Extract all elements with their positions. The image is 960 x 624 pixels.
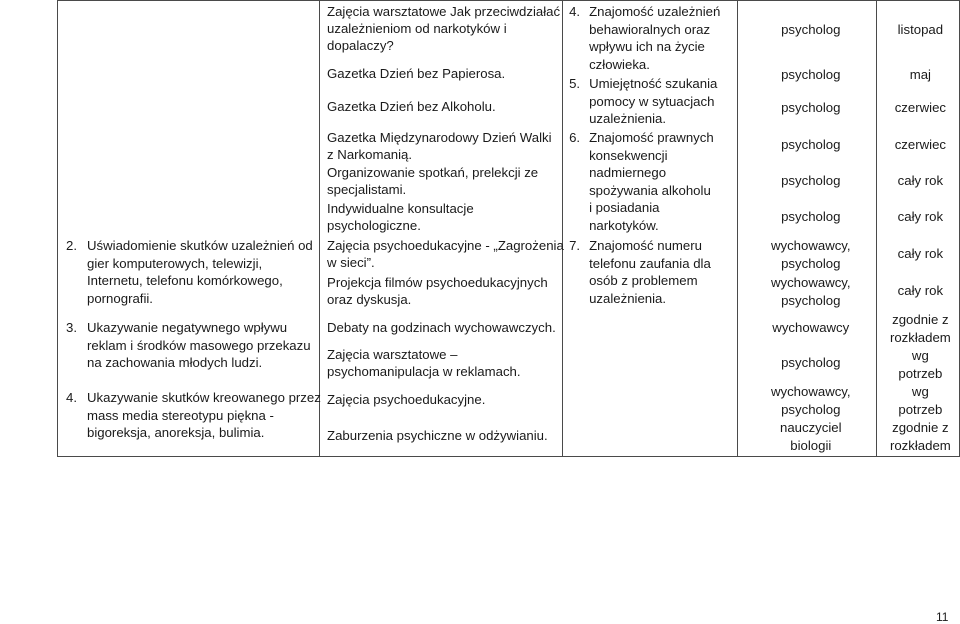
deadline-list [877,1,959,456]
responsible-text-line: wychowawcy, [770,384,851,399]
outcome-number: 4. [569,4,581,19]
deadline-text-line: cały rok [897,246,944,261]
deadline-text-line: potrzeb [898,365,943,381]
outcome-text-line: wpływu ich na życie [589,39,705,54]
activity-text-line: psychologiczne. [327,218,421,233]
responsible-text-line: psycholog [781,22,841,37]
activities-cell [320,1,563,457]
goal-text-line: gier komputerowych, telewizji, [87,255,263,271]
outcome-text-line: Znajomość uzależnień [589,4,721,19]
goal-number: 3. [66,320,77,335]
outcome-text-line: Znajomość numeru [589,238,702,253]
outcome-text-line: behawioralnych oraz [589,21,711,37]
activity-text-line: psychomanipulacja w reklamach. [327,364,521,379]
activity-text-line: Organizowanie spotkań, prelekcji ze [327,165,539,180]
activity-text-line: Zajęcia psychoedukacyjne. [327,392,486,407]
goal-text-line: Ukazywanie skutków kreowanego przez [87,390,321,405]
deadline-text-line: maj [909,67,931,82]
deadline-text-line: wg [911,348,929,363]
responsible-text-line: psycholog [781,173,841,188]
deadline-text-line: cały rok [897,283,944,298]
responsible-text-line: wychowawcy, [770,238,851,253]
outcome-text-line: nadmiernego [589,165,667,180]
responsible-list [738,1,877,456]
goal-number: 4. [66,390,77,405]
activity-text-line: Zajęcia warsztatowe – [327,347,458,362]
activity-text-line: Debaty na godzinach wychowawczych. [327,320,556,335]
goal-text-line: na zachowania młodych ludzi. [87,355,263,370]
goal-text-line: pornografii. [87,290,153,306]
responsible-text-line: psycholog [781,67,841,82]
responsible-cell [737,1,877,457]
deadline-text-line: zgodnie z [892,420,949,435]
activity-text-line: z Narkomanią. [327,147,413,162]
deadline-text-line: rozkładem [889,329,951,345]
responsible-text-line: biologii [790,437,832,453]
goal-text-line: Internetu, telefonu komórkowego, [87,273,283,288]
activity-text-line: w sieci”. [327,255,375,270]
outcome-text-line: narkotyków. [589,217,659,233]
outcome-text-line: Umiejętność szukania [589,76,718,91]
goal-number: 2. [66,238,77,253]
responsible-text-line: psycholog [781,255,841,271]
goal-text-line: Uświadomienie skutków uzależnień od [87,238,313,253]
activity-text-line: oraz dyskusja. [327,292,412,307]
responsible-text-line: psycholog [781,355,841,370]
activity-text-line: dopalaczy? [327,38,394,53]
outcome-text-line: osób z problemem [589,273,698,288]
outcome-text-line: i posiadania [589,200,660,215]
activities-list [320,1,562,456]
responsible-text-line: psycholog [781,209,841,224]
program-table [57,0,960,457]
responsible-text-line: wychowawcy, [770,275,851,290]
outcome-text-line: spożywania alkoholu [589,182,711,198]
deadline-text-line: wg [911,384,929,399]
outcome-text-line: konsekwencji [589,147,668,163]
deadline-text-line: listopad [897,22,944,37]
deadline-text-line: cały rok [897,209,944,224]
responsible-text-line: wychowawcy [772,320,850,335]
responsible-text-line: psycholog [781,100,841,115]
responsible-text-line: psycholog [781,401,841,417]
outcomes-list [563,1,737,456]
outcome-text-line: pomocy w sytuacjach [589,93,715,109]
deadline-text-line: rozkładem [889,437,951,453]
responsible-text-line: psycholog [781,137,841,152]
activity-text-line: Zajęcia warsztatowe Jak przeciwdziałać [327,4,561,19]
goal-text-line: mass media stereotypu piękna - [87,407,274,423]
goal-text-line: bigoreksja, anoreksja, bulimia. [87,425,265,440]
activity-text-line: uzależnieniom od narkotyków i [327,21,507,36]
page-number: 11 [936,610,949,624]
goal-text-line: Ukazywanie negatywnego wpływu [87,320,288,335]
outcome-number: 5. [569,76,581,91]
deadline-cell [877,1,960,457]
goal-text-line: reklam i środków masowego przekazu [87,337,311,353]
deadline-text-line: zgodnie z [892,312,949,327]
deadline-text-line: czerwiec [894,100,946,115]
activity-text-line: Projekcja filmów psychoedukacyjnych [327,275,548,290]
outcome-number: 7. [569,238,581,253]
outcome-text-line: Znajomość prawnych [589,130,714,145]
activity-text-line: specjalistami. [327,182,407,197]
outcome-text-line: uzależnienia. [589,290,667,306]
goals-list [58,1,319,456]
goals-cell [58,1,320,457]
outcomes-cell [563,1,738,457]
outcome-text-line: człowieka. [589,56,650,72]
activity-text-line: Indywidualne konsultacje [327,201,474,216]
activity-text-line: Zaburzenia psychiczne w odżywianiu. [327,428,548,443]
outcome-text-line: uzależnienia. [589,111,667,126]
outcome-text-line: telefonu zaufania dla [589,255,711,271]
responsible-text-line: nauczyciel [779,420,842,435]
table-row [58,1,960,457]
deadline-text-line: cały rok [897,173,944,188]
activity-text-line: Gazetka Dzień bez Alkoholu. [327,99,496,114]
deadline-text-line: potrzeb [898,401,943,417]
deadline-text-line: czerwiec [894,137,946,152]
outcome-number: 6. [569,130,581,145]
activity-text-line: Gazetka Dzień bez Papierosa. [327,66,506,81]
activity-text-line: Gazetka Międzynarodowy Dzień Walki [327,130,552,145]
activity-text-line: Zajęcia psychoedukacyjne - „Zagrożenia [327,238,564,253]
responsible-text-line: psycholog [781,292,841,308]
